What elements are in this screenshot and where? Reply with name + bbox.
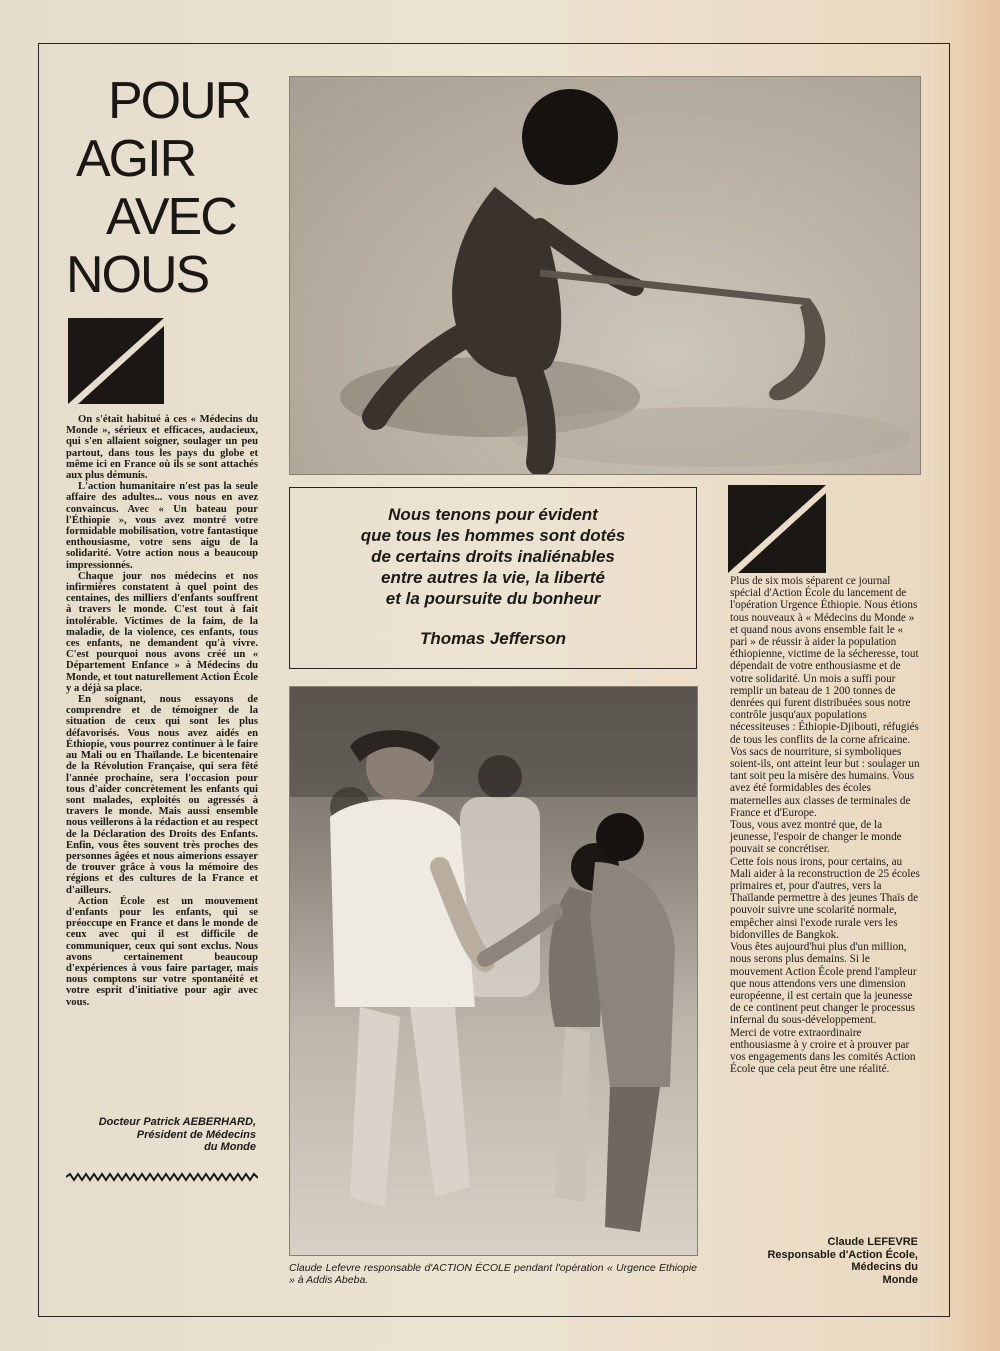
article-paragraph: L'action humanitaire n'est pas la seule affaire des adultes... vous nous en avez convaincus. Avec « Un bateau pour l'Éthiopie », vous avez montré votre formidable mobilisation, votre fantastique enthousiasme, votre sens aigu de la solidarité. Votre action nous a beaucoup impressionnés. — [66, 481, 258, 571]
zigzag-divider — [66, 1172, 258, 1182]
article-paragraph: On s'était habitué à ces « Médecins du Monde », sérieux et efficaces, audacieux, qui s'en allaient soigner, soulager un peu partout, dans tous les pays du globe et même ici en France où ils se sont attachés aux plus démunis. — [66, 414, 258, 482]
article-paragraph: Plus de six mois séparent ce journal spécial d'Action École du lancement de l'opération Urgence Éthiopie. Nous étions tous nouveaux à « Médecins du Monde » et quand nous avons ensemble fait le « pari » de réussir à aider la population éthiopienne, victime de la sécheresse, tout dépendait de votre enthousiasme et de votre solidarité. Un mois a suffi pour remplir un bateau de 1 200 tonnes de denrées qui furent distribuées sous notre contrôle jusqu'aux populations nécessiteuses : Éthiopie-Djibouti, réfugiés de tous les conflits de la corne africaine. — [730, 575, 919, 746]
signature-line: Claude LEFEVRE — [827, 1236, 918, 1248]
left-signature — [66, 1116, 256, 1154]
quote-author: Thomas Jefferson — [419, 629, 567, 648]
photo-caption: Claude Lefevre responsable d'ACTION ÉCOLE pendant l'opération « Urgence Ethiopie » à Addis Abeba. — [289, 1262, 697, 1286]
photo-handshake — [289, 686, 698, 1256]
headline-line: POUR — [108, 72, 251, 130]
article-paragraph: Action École est un mouvement d'enfants pour les enfants, qui se préoccupe en France et dans le monde de ceux avec qui il est difficile de communiquer, ceux qui sont exclus. Nous avons certainement beaucoup d'expériences à vous faire partager, mais nous comptons sur votre spontanéité et votre esprit d'initiative pour agir avec vous. — [66, 895, 258, 1008]
article-paragraph: En soignant, nous essayons de comprendre et de témoigner de la situation de ceux qui sont les plus défavorisés. Vous nous avez aidés en Éthiopie, vous pourrez continuer à le faire au Mali ou en Thaïlande. Le bicentenaire de la Révolution Française, qui sera fêté l'année prochaine, sera l'occasion pour tous d'aider concrètement les enfants qui sont malades, exploités ou agressés à travers le monde. Mais aussi ensemble nous veillerons à la rédaction et au respect de la Déclaration des Droits des Enfants. Enfin, vous êtes souvent très proches des personnes âgées et nous aimerions essayer de trouver grâce à vous la mémoire des régions et des cultures de la France et d'ailleurs. — [66, 694, 258, 896]
headline-line: AGIR — [76, 130, 196, 188]
left-article — [66, 414, 258, 1008]
quote-line: de certains droits inaliénables — [371, 547, 615, 566]
headline-line: AVEC — [106, 188, 236, 246]
right-article — [730, 575, 922, 1075]
article-paragraph: Cette fois nous irons, pour certains, au Mali aider à la reconstruction de 25 écoles primaires et, pour d'autres, vers la Thaïlande permettre à des jeunes Thaïs de pouvoir suivre une scolarité normale, empêcher ainsi l'exode rurale vers les bidonvilles de Bangkok. — [730, 855, 920, 941]
jefferson-quote-box — [289, 487, 697, 669]
signature-line: Monde — [882, 1273, 918, 1286]
medecins-du-monde-logo-right — [728, 485, 826, 573]
signature-line: Médecins du — [851, 1261, 918, 1273]
headline — [66, 72, 256, 304]
right-signature — [730, 1236, 918, 1286]
headline-line: NOUS — [66, 246, 209, 304]
article-paragraph: Chaque jour nos médecins et nos infirmières constatent à quel point des centaines, des milliers d'enfants souffrent à travers le monde. C'est tout à fait intolérable. Victimes de la faim, de la maladie, de la violence, ces enfants, tous ces enfants, ne demandent qu'à vivre. C'est pourquoi nous avons créé un « Département Enfance » à Médecins du Monde, et tout naturellement Action École y a déjà sa place. — [66, 570, 258, 694]
signature-line: Docteur Patrick AEBERHARD, — [98, 1116, 256, 1128]
quote-line: que tous les hommes sont dotés — [360, 526, 626, 545]
signature-line: Responsable d'Action École, — [767, 1248, 918, 1261]
article-paragraph: Vous êtes aujourd'hui plus d'un million, nous serons plus demains. Si le mouvement Action École prend l'ampleur que nous attendons vers une dimension européenne, il est certain que la jeunesse de ce continent peut changer le processus infernal du sous-développement. — [730, 941, 917, 1027]
photo-child-with-hoe — [289, 76, 921, 475]
article-paragraph: Merci de votre extraordinaire enthousiasme à y croire et à prouver par vos engagements dans les comités Action École que cela peut être une réalité. — [730, 1026, 916, 1076]
article-paragraph: Vos sacs de nourriture, si symboliques soient-ils, ont atteint leur but : soulager un tant soit peu la misère des humains. Vous avez été formidables des écoles maternelles aux classes de terminales de France et d'Europe. — [730, 745, 920, 819]
medecins-du-monde-logo — [68, 318, 164, 404]
quote-line: et la poursuite du bonheur — [385, 589, 601, 608]
signature-line: du Monde — [204, 1141, 256, 1153]
quote-line: entre autres la vie, la liberté — [381, 568, 605, 587]
quote-line: Nous tenons pour évident — [388, 505, 598, 524]
signature-line: Président de Médecins — [136, 1128, 256, 1141]
article-paragraph: Tous, vous avez montré que, de la jeunesse, l'espoir de changer le monde pouvait se concrétiser. — [730, 819, 902, 856]
